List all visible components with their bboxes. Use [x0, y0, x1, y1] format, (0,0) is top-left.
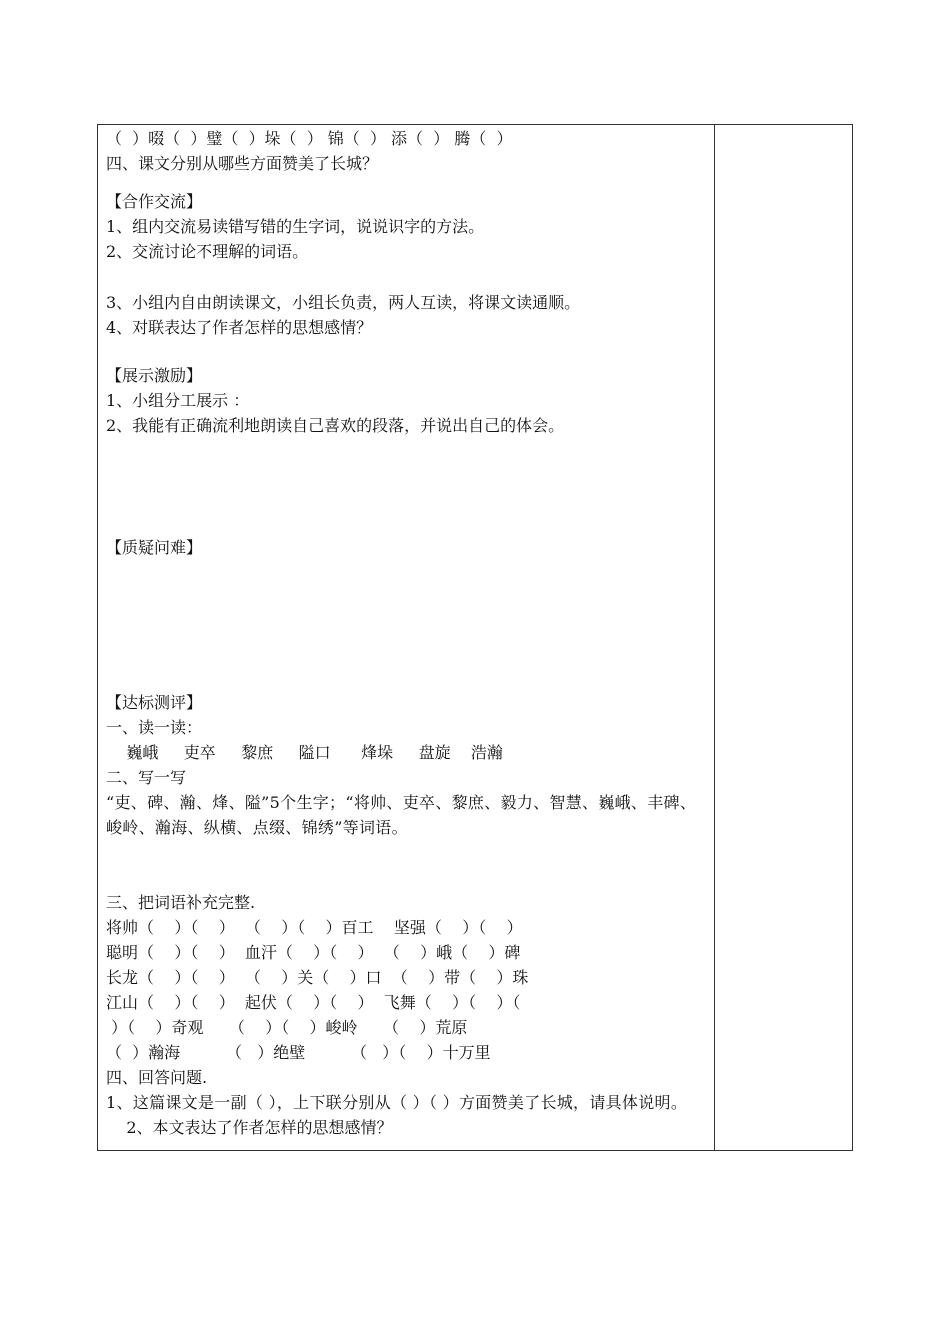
fill-words-row-3: 长龙（ ）（ ） （ ）关（ ）口 （ ）带（ ）珠	[106, 968, 529, 987]
assessment-part-3-title: 三、把词语补充完整.	[106, 893, 256, 912]
assessment-part-4-title: 四、回答问题.	[106, 1068, 208, 1087]
section-title-questions: 【质疑问难】	[106, 538, 203, 557]
showcase-item-1: 1、小组分工展示 ：	[106, 391, 250, 410]
pinyin-fill-line: （ ）啜（ ）璧（ ）垛（ ） 锦（ ） 添（ ） 腾（ ）	[106, 129, 513, 148]
section-title-showcase: 【展示激励】	[106, 366, 203, 385]
assessment-part-1-title: 一、读一读：	[106, 718, 203, 737]
fill-words-row-1: 将帅（ ）（ ） （ ）（ ）百工 坚强（ ）（ ）	[106, 918, 523, 937]
answer-question-1: 1、这篇课文是一副（ ），上下联分别从（ ）（ ）方面赞美了长城，请具体说明。	[106, 1093, 688, 1112]
section-title-cooperation: 【合作交流】	[106, 192, 203, 211]
section-title-assessment: 【达标测评】	[106, 693, 203, 712]
column-divider	[714, 124, 715, 1151]
question-four-praise: 四、课文分别从哪些方面赞美了长城？	[106, 154, 379, 173]
cooperation-item-1: 1、组内交流易读错写错的生字词，说说识字的方法。	[106, 217, 485, 236]
writing-words-paragraph: “吏、碑、瀚、烽、隘”5个生字；“将帅、吏卒、黎庶、毅力、智慧、巍峨、丰碑、峻岭、瀚海、纵横、点缀、锦绣”等词语。	[106, 793, 697, 837]
fill-words-row-6: （ ）瀚海 （ ）绝壁 （ ）（ ）十万里	[106, 1043, 491, 1062]
answer-question-2: 2、本文表达了作者怎样的思想感情？	[106, 1118, 393, 1137]
fill-words-row-2: 聪明（ ）（ ） 血汗（ ）（ ） （ ）峨（ ）碑	[106, 943, 521, 962]
worksheet-content	[106, 126, 710, 1140]
showcase-item-2: 2、我能有正确流利地朗读自己喜欢的段落，并说出自己的体会。	[106, 416, 565, 435]
cooperation-item-4: 4、对联表达了作者怎样的思想感情？	[106, 318, 373, 337]
fill-words-row-5: ）（ ）奇观 （ ）（ ）峻岭 （ ）荒原	[106, 1018, 468, 1037]
reading-words-row: 巍峨 吏卒 黎庶 隘口 烽垛 盘旋 浩瀚	[106, 743, 503, 762]
fill-words-row-4: 江山（ ）（ ） 起伏（ ）（ ） 飞舞（ ）（ ）（	[106, 993, 521, 1012]
cooperation-item-2: 2、交流讨论不理解的词语。	[106, 242, 309, 261]
assessment-part-2-title: 二、写一写	[106, 768, 187, 787]
cooperation-item-3: 3、小组内自由朗读课文，小组长负责，两人互读，将课文读通顺。	[106, 293, 581, 312]
